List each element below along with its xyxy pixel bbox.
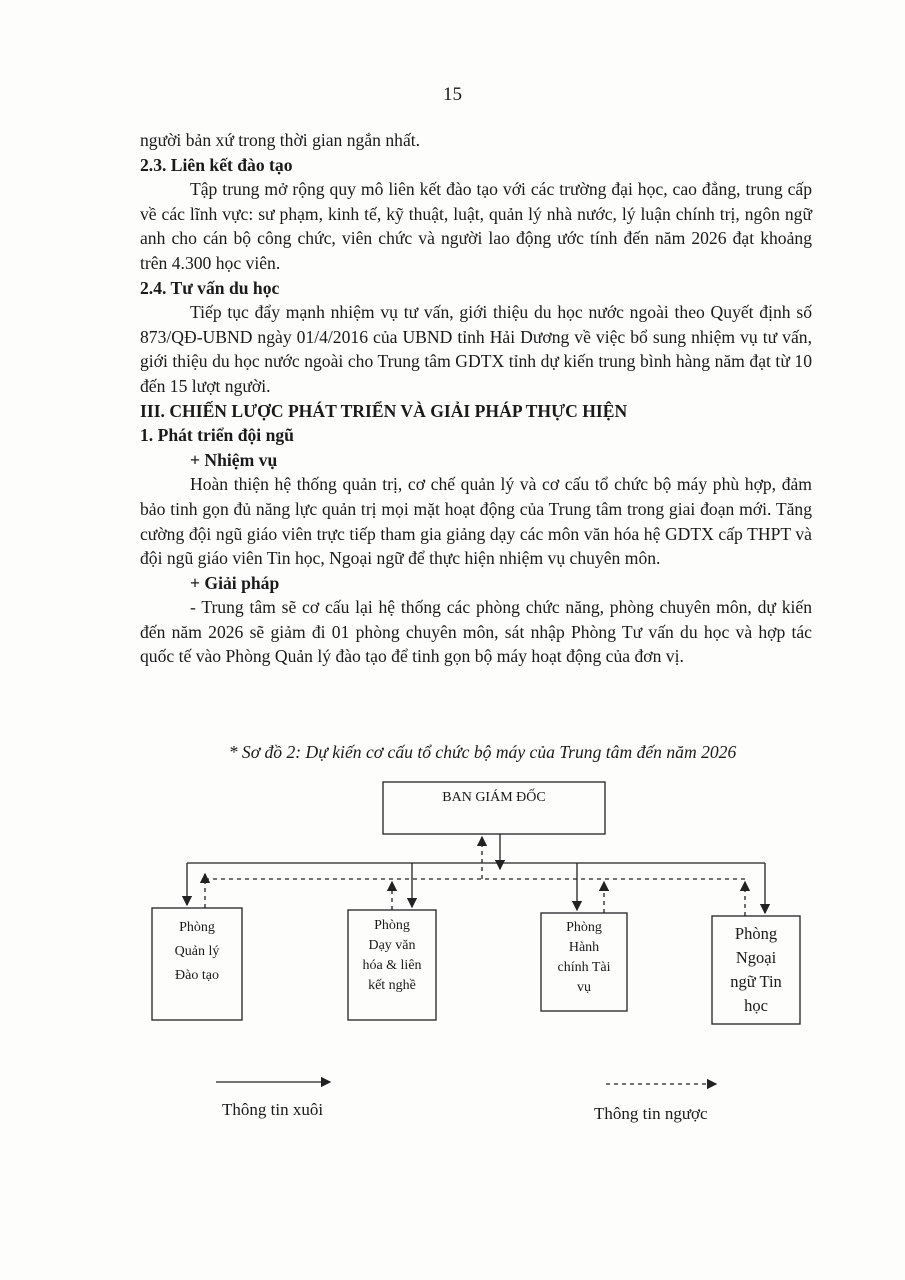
sub-heading: + Nhiệm vụ bbox=[190, 449, 278, 470]
legend-solid-label: Thông tin xuôi bbox=[222, 1100, 324, 1119]
box-ban-giam-doc-label: BAN GIÁM ĐỐC bbox=[442, 790, 546, 805]
box-phong-1-label: Phòng Quản lý Đào tạo bbox=[174, 920, 220, 983]
chapter-heading: III. CHIẾN LƯỢC PHÁT TRIỂN VÀ GIẢI PHÁP THỰC HIỆN bbox=[140, 400, 628, 421]
body-text bbox=[140, 128, 812, 669]
section-heading: 2.3. Liên kết đào tạo bbox=[140, 154, 293, 175]
paragraph: - Trung tâm sẽ cơ cấu lại hệ thống các phòng chức năng, phòng chuyên môn, dự kiến đến năm 2026 sẽ giảm đi 01 phòng chuyên môn, sát nhập Phòng Tư vấn du học và hợp tác quốc tế vào Phòng Quản lý đào tạo để tinh gọn bộ máy hoạt động của đơn vị. bbox=[140, 597, 812, 667]
box-phong-4-label: Phòng Ngoại ngữ Tin học bbox=[730, 924, 782, 1015]
paragraph: người bản xứ trong thời gian ngắn nhất. bbox=[140, 130, 421, 150]
paragraph: Tiếp tục đẩy mạnh nhiệm vụ tư vấn, giới thiệu du học nước ngoài theo Quyết định số 873/QĐ-UBND ngày 01/4/2016 của UBND tỉnh Hải Dương về việc bổ sung nhiệm vụ tư vấn, giới thiệu du học nước ngoài cho Trung tâm GDTX tỉnh dự kiến trung bình hàng năm đạt từ 10 đến 15 lượt người. bbox=[140, 302, 812, 396]
box-phong-3-label: Phòng Hành chính Tài vụ bbox=[557, 920, 611, 995]
diagram-caption: * Sơ đồ 2: Dự kiến cơ cấu tổ chức bộ máy của Trung tâm đến năm 2026 bbox=[228, 742, 737, 762]
page-number: 15 bbox=[443, 84, 462, 105]
legend-dashed-label: Thông tin ngược bbox=[594, 1104, 708, 1123]
paragraph: Tập trung mở rộng quy mô liên kết đào tạo với các trường đại học, cao đẳng, trung cấp về các lĩnh vực: sư phạm, kinh tế, kỹ thuật, luật, quản lý nhà nước, lý luận chính trị, ngôn ngữ anh cho cán bộ công chức, viên chức và người lao động ước tính đến năm 2026 đạt khoảng trên 4.300 học viên. bbox=[140, 179, 812, 273]
box-phong-2-label: Phòng Dạy văn hóa & liên kết nghề bbox=[362, 918, 422, 993]
section-heading: 1. Phát triển đội ngũ bbox=[140, 425, 294, 446]
org-chart bbox=[0, 770, 905, 1140]
section-heading: 2.4. Tư vấn du học bbox=[140, 277, 280, 298]
paragraph: Hoàn thiện hệ thống quản trị, cơ chế quản lý và cơ cấu tổ chức bộ máy phù hợp, đảm bảo tinh gọn đủ năng lực quản trị mọi mặt hoạt động của Trung tâm trong giai đoạn mới. Tăng cường đội ngũ giáo viên trực tiếp tham gia giảng dạy các môn văn hóa hệ GDTX cấp THPT và đội ngũ giáo viên Tin học, Ngoại ngữ để thực hiện nhiệm vụ chuyên môn. bbox=[140, 474, 812, 569]
sub-heading: + Giải pháp bbox=[190, 572, 280, 593]
